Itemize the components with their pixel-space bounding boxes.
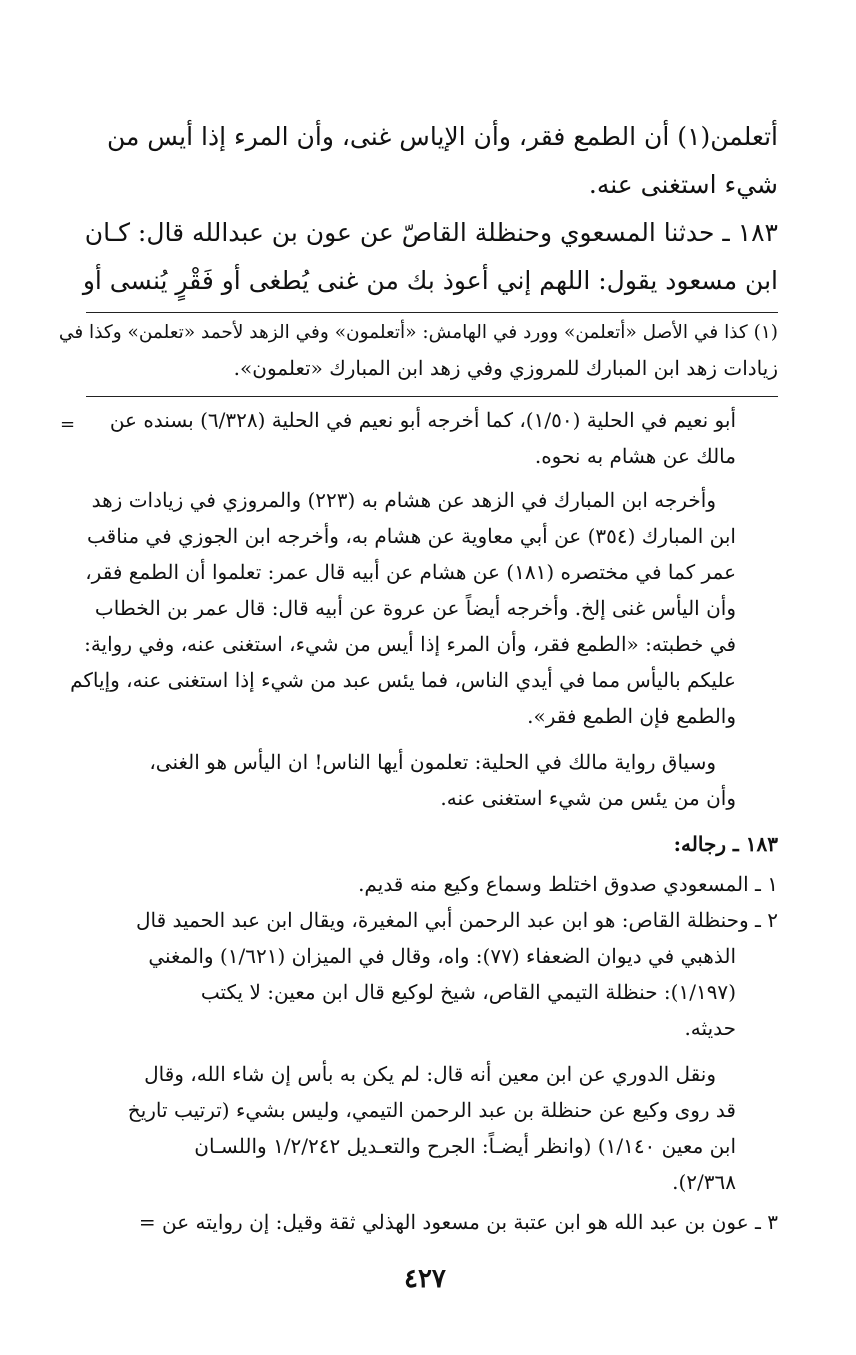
rijal-item-2-cont: حديثه.: [684, 1016, 736, 1040]
footnote-line: (١) كذا في الأصل «أتعلمن» وورد في الهامش: «أتعلمون» وفي الزهد لأحمد «تعلمن» وكذا في: [58, 322, 778, 343]
commentary-line: وأخرجه ابن المبارك في الزهد عن هشام به (٢٢٣) والمروزي في زيادات زهد: [91, 488, 716, 512]
rijal-item-2-cont: (١/١٩٧): حنظلة التيمي القاص، شيخ لوكيع قال ابن معين: لا يكتب: [200, 980, 736, 1004]
main-text-line: شيء استغنى عنه.: [588, 170, 778, 199]
continuation-mark: =: [60, 414, 76, 435]
rijal-item-2-cont: الذهبي في ديوان الضعفاء (٧٧): واه، وقال في الميزان (١/٦٢١) والمغني: [148, 944, 736, 968]
rijal-item-3: ٣ ـ عون بن عبد الله هو ابن عتبة بن مسعود الهذلي ثقة وقيل: إن روايته عن =: [138, 1210, 778, 1234]
commentary-line: وسياق رواية مالك في الحلية: تعلمون أيها الناس! ان اليأس هو الغنى،: [149, 750, 716, 774]
main-text-line: أتعلمن(١) أن الطمع فقر، وأن الإياس غنى، وأن المرء إذا أيس من: [106, 122, 778, 151]
hadith-183-heading-line: ١٨٣ ـ حدثنا المسعوي وحنظلة القاصّ عن عون بن عبدالله قال: كـان: [84, 218, 778, 247]
commentary-line: عمر كما في مختصره (١٨١) عن هشام عن أبيه قال عمر: تعلموا أن الطمع فقر،: [85, 560, 736, 584]
commentary-line: وأن اليأس غنى إلخ. وأخرجه أيضاً عن عروة عن أبيه قال: قال عمر بن الخطاب: [94, 596, 736, 620]
commentary-line: وأن من يئس من شيء استغنى عنه.: [440, 786, 736, 810]
footnote-line: زيادات زهد ابن المبارك للمروزي وفي زهد ابن المبارك «تعلمون».: [233, 356, 778, 380]
commentary-line: في خطبته: «الطمع فقر، وأن المرء إذا أيس من شيء، استغنى عنه، وفي رواية:: [84, 632, 736, 656]
commentary-line: عليكم باليأس مما في أيدي الناس، فما يئس عبد من شيء إذا استغنى عنه، وإياكم: [70, 668, 736, 692]
commentary-line: ابن المبارك (٣٥٤) عن أبي معاوية عن هشام به، وأخرجه ابن الجوزي في مناقب: [87, 524, 736, 548]
rijal-item-2: ٢ ـ وحنظلة القاص: هو ابن عبد الرحمن أبي المغيرة، ويقال ابن عبد الحميد قال: [135, 908, 778, 932]
commentary-line: ابن معين ١/١٤٠) (وانظر أيضـاً: الجرح والتعـديل ١/٢/٢٤٢ واللسـان: [194, 1134, 736, 1158]
commentary-separator: [86, 396, 778, 397]
rijal-heading: ١٨٣ ـ رجاله:: [673, 832, 778, 856]
footnote-separator: [86, 312, 778, 313]
main-text-line: ابن مسعود يقول: اللهم إني أعوذ بك من غنى يُطغى أو فَقْرٍ يُنسى أو: [82, 266, 778, 295]
commentary-line: أبو نعيم في الحلية (١/٥٠)، كما أخرجه أبو نعيم في الحلية (٦/٣٢٨) بسنده عن: [109, 408, 736, 432]
commentary-line: ونقل الدوري عن ابن معين أنه قال: لم يكن به بأس إن شاء الله، وقال: [144, 1062, 716, 1086]
commentary-line: والطمع فإن الطمع فقر».: [527, 704, 736, 728]
commentary-line: مالك عن هشام به نحوه.: [534, 444, 736, 468]
commentary-line: قد روى وكيع عن حنظلة بن عبد الرحمن التيمي، وليس بشيء (ترتيب تاريخ: [127, 1098, 736, 1122]
rijal-item-1: ١ ـ المسعودي صدوق اختلط وسماع وكيع منه قديم.: [358, 872, 778, 896]
page-number: ٤٢٧: [404, 1264, 446, 1294]
commentary-line: ٢/٣٦٨).: [672, 1170, 736, 1194]
